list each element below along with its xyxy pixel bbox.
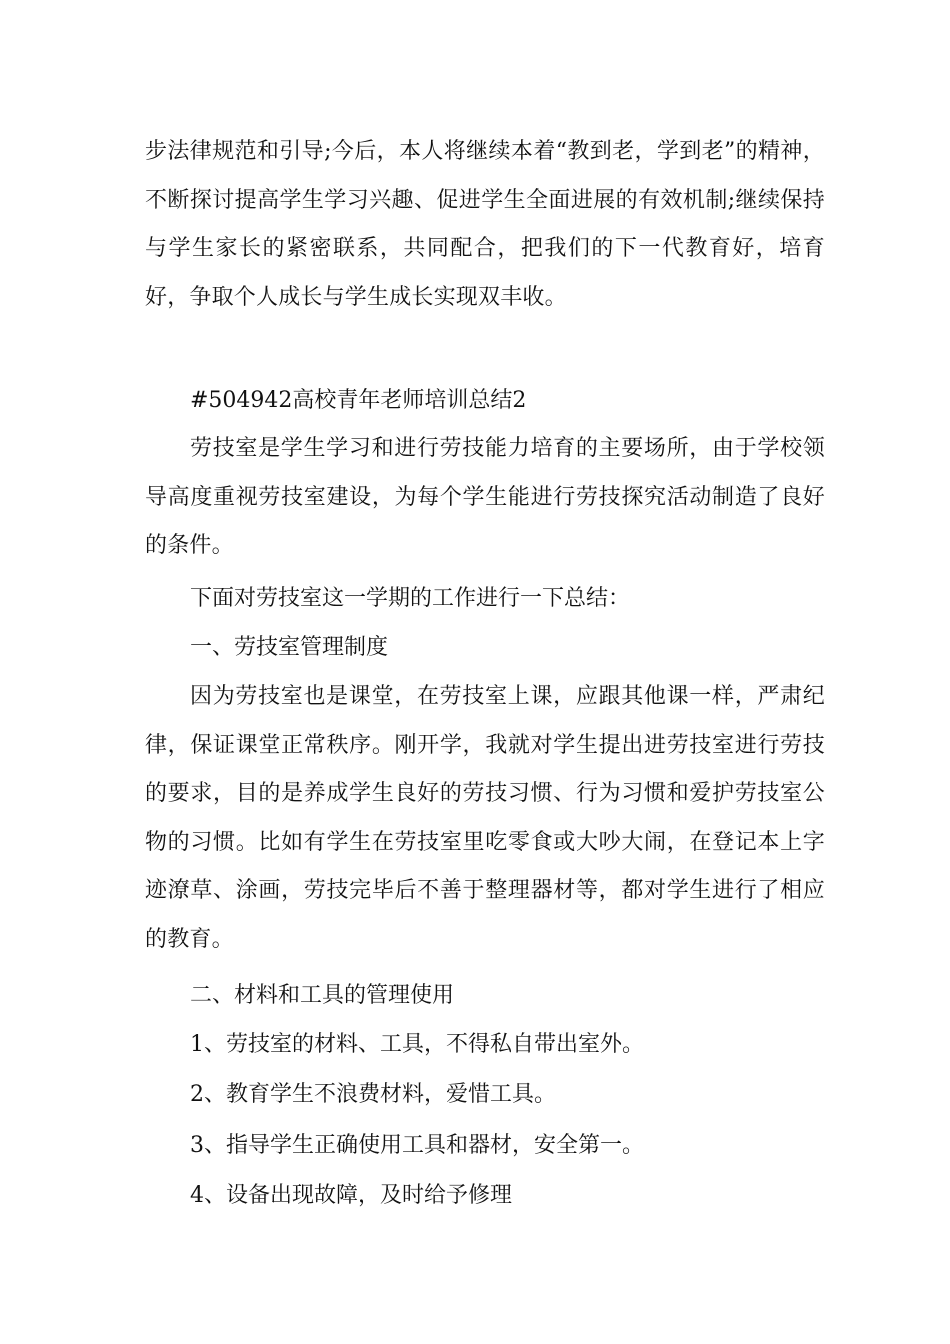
summary-line: 下面对劳技室这一学期的工作进行一下总结： [190, 586, 631, 611]
continued-paragraph: 步法律规范和引导;今后，本人将继续本着“教到老，学到老”的精神，不断探讨提高学生学习兴趣、促进学生全面进展的有效机制;继续保持与学生家长的紧密联系，共同配合，把我们的下一代教育好，培育好，争取个人成长与学生成长实现双丰收。 [145, 139, 825, 310]
list-item: 2、教育学生不浪费材料，爱惜工具。 [190, 1082, 556, 1107]
section-title: #504942高校青年老师培训总结2 [190, 388, 527, 413]
list-item: 3、指导学生正确使用工具和器材，安全第一。 [190, 1133, 644, 1158]
management-paragraph: 因为劳技室也是课堂，在劳技室上课，应跟其他课一样，严肃纪律，保证课堂正常秩序。刚开学，我就对学生提出进劳技室进行劳技的要求，目的是养成学生良好的劳技习惯、行为习惯和爱护劳技室公物的习惯。比如有学生在劳技室里吃零食或大吵大闹，在登记本上字迹潦草、涂画，劳技完毕后不善于整理器材等，都对学生进行了相应的教育。 [145, 684, 825, 952]
heading-management-system: 一、劳技室管理制度 [190, 635, 389, 660]
list-item: 1、劳技室的材料、工具，不得私自带出室外。 [190, 1032, 644, 1057]
list-item: 4、设备出现故障，及时给予修理 [190, 1183, 512, 1208]
heading-materials-tools: 二、材料和工具的管理使用 [190, 983, 455, 1008]
intro-paragraph: 劳技室是学生学习和进行劳技能力培育的主要场所，由于学校领导高度重视劳技室建设，为每个学生能进行劳技探究活动制造了良好的条件。 [145, 436, 825, 558]
